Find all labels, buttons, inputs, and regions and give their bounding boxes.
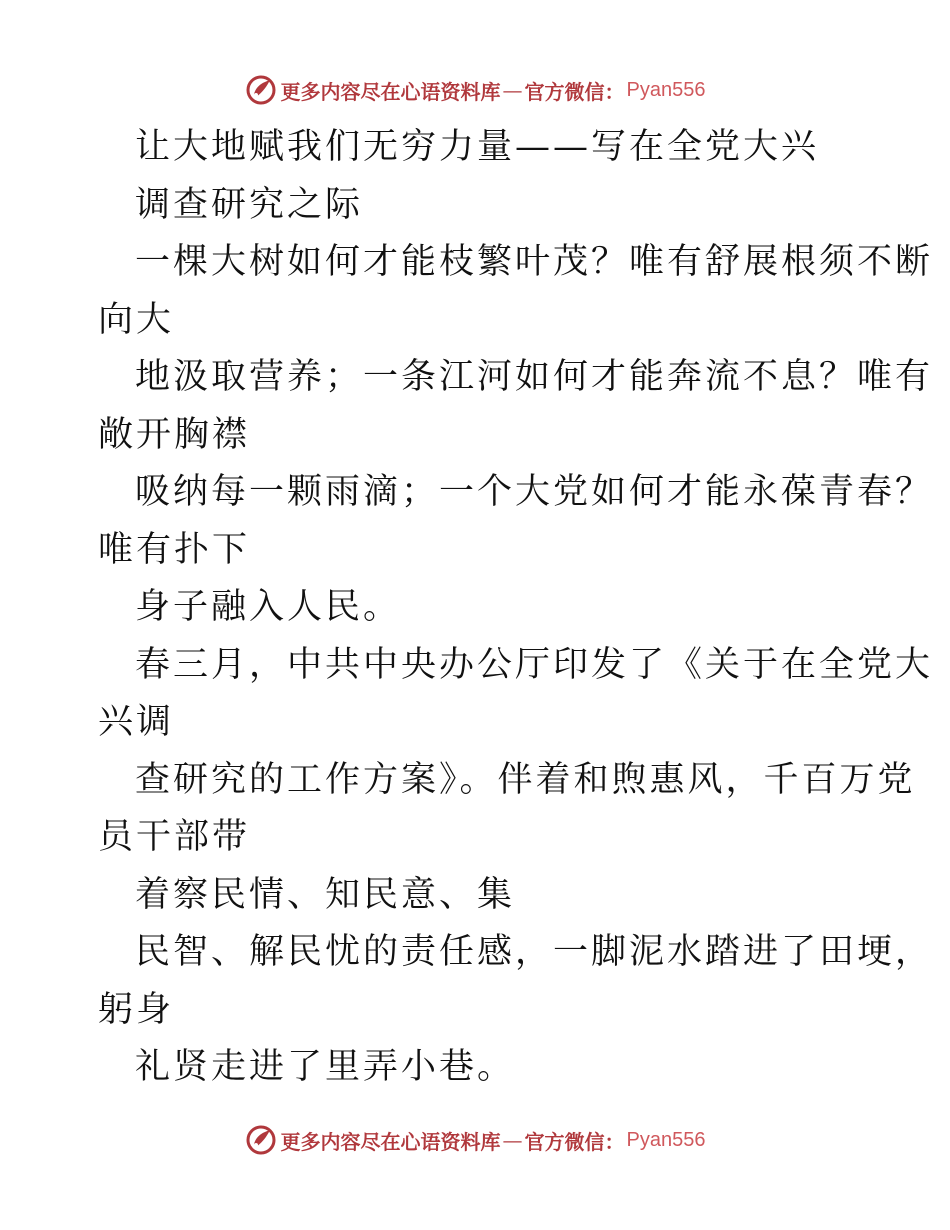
text-line: 查研究的工作方案》。伴着和煦惠风，千百万党	[135, 760, 916, 800]
text-line: 敞开胸襟	[98, 415, 251, 455]
text-line: 让大地赋我们无穷力量——写在全党大兴	[135, 127, 820, 167]
text-line: 躬身	[98, 990, 175, 1030]
footer-wechat-id: Pyan556	[626, 1128, 706, 1151]
header-separator: —	[502, 78, 523, 102]
text-line: 向大	[98, 300, 175, 340]
footer-wechat-label: 官方微信：	[524, 1129, 625, 1154]
header-wechat-id: Pyan556	[626, 78, 706, 101]
text-line: 民智、解民忧的责任感，一脚泥水踏进了田埂，	[135, 932, 934, 972]
text-line: 春三月，中共中央办公厅印发了《关于在全党大	[135, 645, 934, 685]
text-line: 调查研究之际	[135, 185, 364, 225]
text-line: 员干部带	[98, 817, 251, 857]
text-line: 身子融入人民。	[135, 587, 402, 627]
footer-brand-text: 更多内容尽在心语资料库	[280, 1129, 501, 1154]
text-line: 着察民情、知民意、集	[135, 875, 516, 915]
text-line: 礼贤走进了里弄小巷。	[135, 1047, 516, 1087]
header-banner	[0, 70, 950, 110]
text-line: 唯有扑下	[98, 530, 251, 570]
footer-separator: —	[502, 1128, 523, 1152]
text-line: 吸纳每一颗雨滴；一个大党如何才能永葆青春？	[135, 472, 934, 512]
footer-banner	[0, 1120, 950, 1160]
header-brand-text: 更多内容尽在心语资料库	[280, 79, 501, 104]
header-wechat-label: 官方微信：	[524, 79, 625, 104]
brand-logo-icon	[245, 74, 277, 106]
text-line: 兴调	[98, 702, 175, 742]
brand-logo-icon	[245, 1124, 277, 1156]
text-line: 一棵大树如何才能枝繁叶茂？唯有舒展根须不断	[135, 242, 934, 282]
text-line: 地汲取营养；一条江河如何才能奔流不息？唯有	[135, 357, 934, 397]
